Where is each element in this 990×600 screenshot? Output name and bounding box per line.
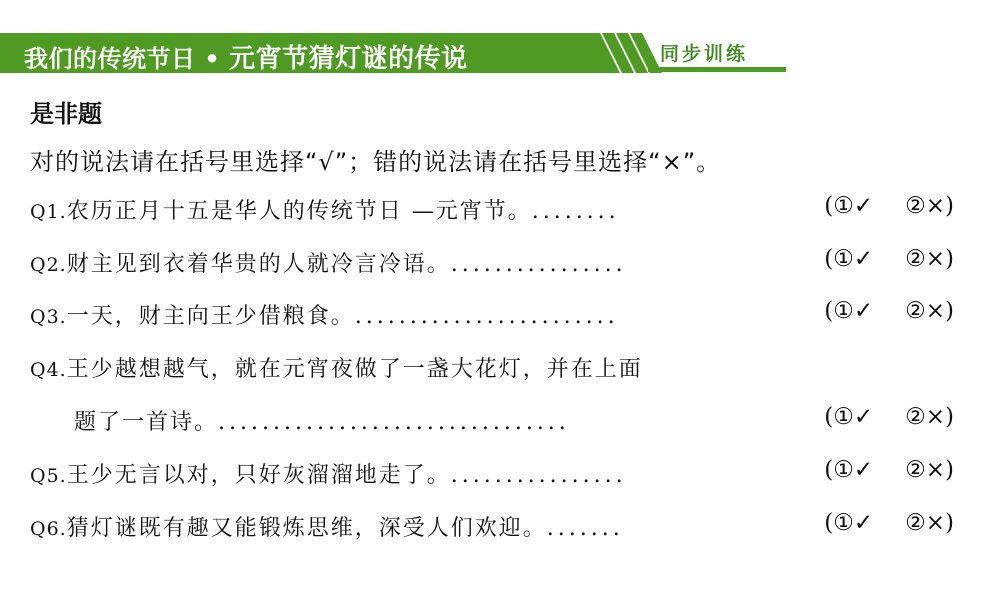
sync-training-tag: 同步训练 <box>660 43 749 65</box>
question-text: 王少越想越气，就在元宵夜做了一盏大花灯，并在上面 <box>66 357 643 382</box>
paren-open: ( <box>824 246 834 272</box>
answer-options-q2 <box>824 246 954 272</box>
leader-dots: ........ <box>531 199 620 224</box>
banner-subtitle: 元宵节猜灯谜的传说 <box>229 44 468 74</box>
question-number: Q6. <box>30 518 67 540</box>
paren-close: ) <box>945 246 954 272</box>
option-true[interactable]: ①✓ <box>833 298 874 324</box>
question-number: Q5. <box>30 465 67 487</box>
question-q2 <box>30 247 627 278</box>
paren-close: ) <box>945 298 954 324</box>
question-number: Q4. <box>30 359 67 381</box>
leader-dots: ................................ <box>218 410 570 435</box>
option-true[interactable]: ①✓ <box>833 457 874 483</box>
header-banner <box>0 33 990 73</box>
option-true[interactable]: ①✓ <box>833 510 874 536</box>
paren-open: ( <box>824 457 834 483</box>
section-title: 是非题 <box>30 100 102 128</box>
question-q3 <box>30 299 619 330</box>
question-q4 <box>30 352 643 383</box>
option-false[interactable]: ②× <box>905 404 946 430</box>
question-q1 <box>30 194 620 225</box>
question-text: 财主见到衣着华贵的人就冷言冷语。 <box>66 252 451 277</box>
leader-dots: ........................ <box>354 304 619 329</box>
leader-dots: ................ <box>450 463 627 488</box>
option-false[interactable]: ②× <box>905 298 946 324</box>
question-number: Q3. <box>30 306 67 328</box>
paren-open: ( <box>824 298 834 324</box>
instruction-text: 对的说法请在括号里选择“√”；错的说法请在括号里选择“×”。 <box>30 148 722 176</box>
answer-options-q5 <box>824 457 954 483</box>
leader-dots: ....... <box>546 516 624 541</box>
question-text: 农历正月十五是华人的传统节日 —元宵节。 <box>66 199 532 224</box>
option-true[interactable]: ①✓ <box>833 246 874 272</box>
answer-options-q1 <box>824 193 954 219</box>
question-text: 王少无言以对，只好灰溜溜地走了。 <box>66 463 451 488</box>
option-true[interactable]: ①✓ <box>833 193 874 219</box>
paren-close: ) <box>945 457 954 483</box>
banner-bullet: • <box>204 45 221 73</box>
option-true[interactable]: ①✓ <box>833 404 874 430</box>
question-text-continued: 题了一首诗。 <box>74 410 219 435</box>
paren-close: ) <box>945 193 954 219</box>
option-false[interactable]: ②× <box>905 510 946 536</box>
question-q4-continued <box>74 405 570 436</box>
question-number: Q2. <box>30 254 67 276</box>
question-number: Q1. <box>30 201 67 223</box>
paren-open: ( <box>824 510 834 536</box>
question-text: 一天，财主向王少借粮食。 <box>66 304 355 329</box>
option-false[interactable]: ②× <box>905 246 946 272</box>
option-false[interactable]: ②× <box>905 193 946 219</box>
banner-title-main: 我们的传统节日 <box>24 45 196 73</box>
answer-options-q4 <box>824 404 954 430</box>
answer-options-q6 <box>824 510 954 536</box>
option-false[interactable]: ②× <box>905 457 946 483</box>
leader-dots: ................ <box>450 252 627 277</box>
answer-options-q3 <box>824 298 954 324</box>
paren-close: ) <box>945 510 954 536</box>
question-text: 猜灯谜既有趣又能锻炼思维，深受人们欢迎。 <box>66 516 547 541</box>
paren-close: ) <box>945 404 954 430</box>
paren-open: ( <box>824 193 834 219</box>
paren-open: ( <box>824 404 834 430</box>
question-q5 <box>30 458 627 489</box>
banner-title <box>24 38 468 75</box>
question-q6 <box>30 511 624 542</box>
